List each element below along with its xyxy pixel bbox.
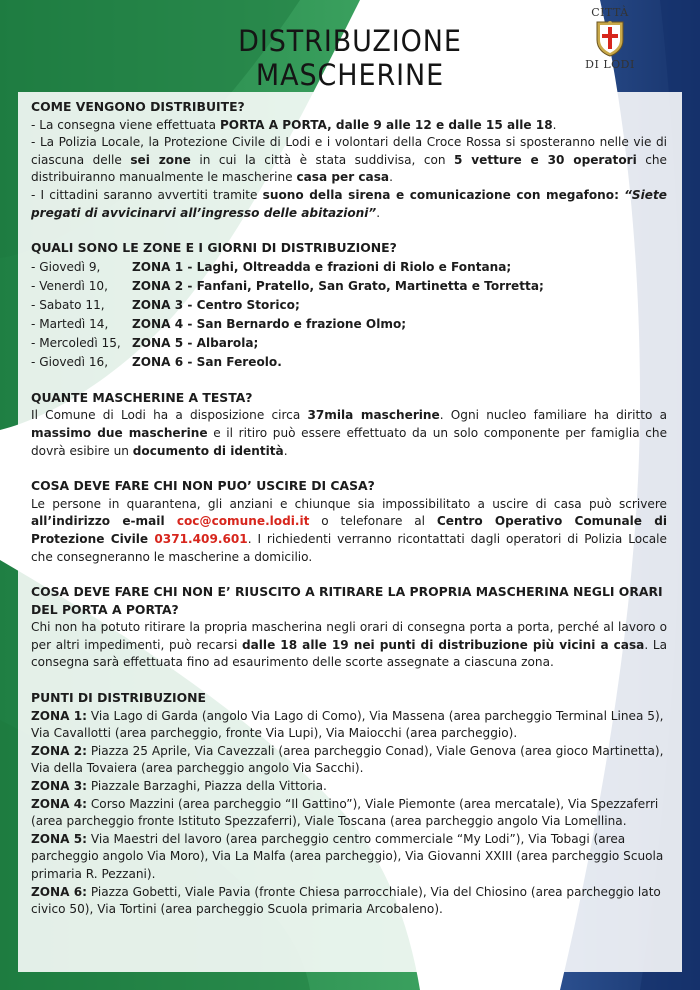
text-bold: casa per casa [296,170,390,185]
zone-label [132,296,300,315]
point-text: Via Lago di Garda (angolo Via Lago di Como), Via Massena (area parcheggio Terminal Linea 5), Via Cavallotti (area parcheggio, fronte Via Lupi), Via Maiocchi (area parcheggio). [31,708,664,741]
distribution-point [31,796,667,831]
text-bold: Centro Operativo Comunale di Protezione Civile [31,514,668,546]
distribution-point [31,743,667,778]
main-content [31,98,667,936]
logo-bottom-text: DI LODI [585,58,635,71]
paragraph [31,134,667,187]
zone-id: ZONA 2 - [132,278,197,293]
quote: “Siete pregati di avvicinarvi all’ingresso delle abitazioni” [31,187,667,220]
zone-day: - Giovedì 9, [31,259,101,274]
text: che distribuiranno manualmente le mascherine [31,152,667,185]
text-bold: dalle 18 alle 19 nei punti di distribuzione più vicini a casa [241,637,645,652]
crest-icon [593,20,627,58]
page-title: DISTRIBUZIONE MASCHERINE [238,24,462,92]
paragraph [31,117,667,135]
zone-area: San Fereolo. [196,354,282,369]
section-heading: COSA DEVE FARE CHI NON E’ RIUSCITO A RITIRARE LA PROPRIA MASCHERINA NEGLI ORARI DEL PORTA A PORTA? [31,584,663,617]
text: . [283,443,288,458]
point-text: Piazza Gobetti, Viale Pavia (fronte Chiesa parrocchiale), Via del Chiosino (area parcheggio lato civico 50), Via Tortini (area parcheggio Scuola primaria Arcobaleno). [31,884,661,917]
zone-area: Albarola; [196,335,259,350]
header [0,0,700,90]
zone-id: ZONA 3: [31,779,87,794]
zone-id: ZONA 1 - [132,259,197,274]
zone-id: ZONA 2: [31,743,87,758]
section-zones-days [31,239,667,372]
zone-id: ZONA 3 - [132,297,197,312]
zone-day: - Sabato 11, [31,297,105,312]
point-text: Via Maestri del lavoro (area parcheggio centro commerciale “My Lodi”), Via Tobagi (area parcheggio angolo Via Moro), Via La Malfa (area parcheggio), Via Giovanni XXIII (area parcheggio Scuola primaria R. Pezzani). [31,831,664,881]
text: . [376,205,381,220]
zone-id: ZONA 4 - [132,316,197,331]
text: o telefonare al [309,514,437,529]
zone-row [31,315,667,334]
city-logo [578,4,642,84]
zone-label [132,353,282,372]
text-bold: PORTA A PORTA, dalle 9 alle 12 e dalle 15 alle 18 [219,117,553,132]
text: Il Comune di Lodi ha a disposizione circa [31,408,308,423]
text: Chi non ha potuto ritirare la propria mascherina negli orari di consegna porta a porta, perché al lavoro o per altri impedimenti, può recarsi [31,620,667,652]
distribution-point [31,778,667,796]
section-how-distributed [31,98,667,222]
zone-label [132,277,544,296]
text-bold: 5 vetture e 30 operatori [454,152,637,167]
zone-area: Fanfani, Pratello, San Grato, Martinetta e Torretta; [196,278,544,293]
zone-id: ZONA 5: [31,831,87,846]
zone-row [31,258,667,277]
text: e il ritiro può essere effettuato da un solo componente per famiglia che dovrà esibire un [31,425,668,458]
phone-link[interactable]: 0371.409.601 [154,531,248,546]
text: . [389,170,393,185]
zone-id: ZONA 6 - [132,354,197,369]
zone-day: - Giovedì 16, [31,354,109,369]
zone-id: ZONA 6: [31,884,87,899]
text-bold: massimo due mascherine [31,425,208,440]
section-heading: QUANTE MASCHERINE A TESTA? [31,389,253,405]
distribution-point [31,708,667,743]
zone-row [31,353,667,372]
paragraph [31,496,667,566]
zone-id: ZONA 5 - [132,335,197,350]
logo-top-text: CITTÀ [591,6,629,19]
distribution-point [31,831,667,884]
zone-area: Laghi, Oltreadda e frazioni di Riolo e Fontana; [196,259,512,274]
paragraph [31,619,667,672]
zone-day: - Mercoledì 15, [31,335,121,350]
text-bold: all’indirizzo e-mail [31,514,177,529]
section-heading: COME VENGONO DISTRIBUITE? [31,99,245,114]
zone-id: ZONA 1: [31,708,87,723]
text: . I richiedenti verranno ricontattati dagli operatori di Polizia Locale che consegneranno le mascherine a domicilio. [31,531,667,564]
zone-day: - Martedì 14, [31,316,109,331]
section-distribution-points [31,689,667,919]
zone-label [132,334,258,353]
section-heading: PUNTI DI DISTRIBUZIONE [31,690,206,706]
text: Le persone in quarantena, gli anziani e chiunque sia impossibilitato a uscire di casa può scrivere [31,496,667,511]
text: . Ogni nucleo familiare ha diritto a [439,408,667,423]
text-bold: sei zone [130,152,191,167]
section-missed-delivery [31,583,667,672]
text: . La consegna sarà effettuata fino ad esaurimento delle scorte assegnate a ciascuna zona. [31,637,667,670]
text: in cui la città è stata suddivisa, con [190,152,455,167]
zone-area: San Bernardo e frazione Olmo; [196,316,407,331]
section-how-many [31,389,667,460]
zone-row [31,277,667,296]
paragraph [31,187,667,222]
zone-label [132,315,406,334]
email-link[interactable]: coc@comune.lodi.it [176,514,310,529]
text: - I cittadini saranno avvertiti tramite [31,187,263,202]
point-text: Corso Mazzini (area parcheggio “Il Gattino”), Viale Piemonte (area mercatale), Via Spezzaferri (area parcheggio fronte Istituto Spezzaferri), Viale Toscana (area parcheggio angolo Via Lomellina. [31,796,659,829]
point-text: Piazzale Barzaghi, Piazza della Vittoria. [87,779,327,794]
text: - La Polizia Locale, la Protezione Civile di Lodi e i volontari della Croce Rossa si sposteranno nelle vie di ciascuna delle [31,135,667,167]
text: . [552,117,557,132]
text-bold: suono della sirena e comunicazione con megafono: [262,187,619,202]
paragraph [31,407,667,460]
zone-id: ZONA 4: [31,796,87,811]
section-heading: COSA DEVE FARE CHI NON PUO’ USCIRE DI CASA? [31,478,375,494]
section-heading: QUALI SONO LE ZONE E I GIORNI DI DISTRIBUZIONE? [31,240,397,256]
zone-row [31,334,667,353]
text-bold: documento di identità [132,443,284,458]
point-text: Piazza 25 Aprile, Via Cavezzali (area parcheggio Conad), Viale Genova (area gioco Martinetta), Via della Tovaiera (area parcheggio angolo Via Sacchi). [31,743,664,776]
zone-area: Centro Storico; [196,297,300,312]
section-cannot-leave-home [31,477,667,566]
distribution-point [31,884,667,919]
text-bold: 37mila mascherine [307,408,440,423]
text: - La consegna viene effettuata [31,117,220,132]
zone-label [132,258,511,277]
zone-day: - Venerdì 10, [31,278,108,293]
zone-row [31,296,667,315]
